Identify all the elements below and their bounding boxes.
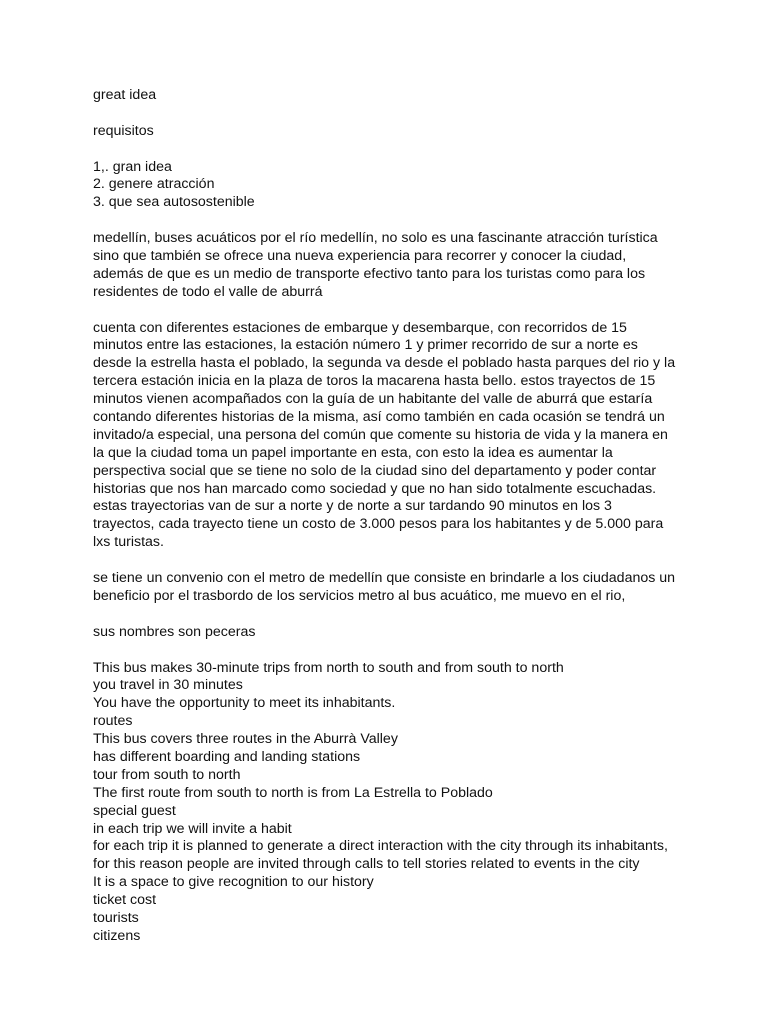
paragraph-line: sino que también se ofrece una nueva experiencia para recorrer y conocer la ciudad, bbox=[93, 248, 627, 265]
note-line: has different boarding and landing stations bbox=[93, 748, 361, 765]
paragraph-metro-agreement bbox=[93, 570, 693, 606]
note-line: tour from south to north bbox=[93, 766, 241, 783]
paragraph-names: sus nombres son peceras bbox=[93, 623, 256, 640]
note-line: in each trip we will invite a habit bbox=[93, 820, 292, 837]
paragraph-line: la que la ciudad toma un papel importante en esta, con esto la idea es aumentar la bbox=[93, 444, 613, 461]
paragraph-line: invitado/a especial, una persona del común que comente su historia de vida y la manera en bbox=[93, 426, 668, 443]
paragraph-line: cuenta con diferentes estaciones de embarque y desembarque, con recorridos de 15 bbox=[93, 319, 627, 336]
note-line: citizens bbox=[93, 927, 141, 944]
english-notes bbox=[93, 660, 693, 946]
paragraph-line: se tiene un convenio con el metro de medellín que consiste en brindarle a los ciudadanos un bbox=[93, 570, 676, 587]
note-line: you travel in 30 minutes bbox=[93, 677, 243, 694]
paragraph-line: beneficio por el trasbordo de los servicios metro al bus acuático, me muevo en el rio, bbox=[93, 587, 626, 604]
paragraph-line: contando diferentes historias de la misma, así como también en cada ocasión se tendrá un bbox=[93, 409, 665, 426]
paragraph-line: residentes de todo el valle de aburrá bbox=[93, 283, 323, 300]
paragraph-line: lxs turistas. bbox=[93, 534, 164, 551]
note-line: special guest bbox=[93, 802, 176, 819]
requirements-heading: requisitos bbox=[93, 122, 154, 139]
requirement-item: 3. que sea autosostenible bbox=[93, 194, 255, 211]
note-line: tourists bbox=[93, 909, 139, 926]
document-title: great idea bbox=[93, 87, 157, 103]
note-line: You have the opportunity to meet its inhabitants. bbox=[93, 695, 396, 712]
note-line: for this reason people are invited through calls to tell stories related to events in the city bbox=[93, 856, 640, 873]
note-line: ticket cost bbox=[93, 892, 157, 909]
document-page bbox=[93, 87, 693, 946]
paragraph-line: medellín, buses acuáticos por el río medellín, no solo es una fascinante atracción turística bbox=[93, 230, 658, 247]
paragraph-stations bbox=[93, 320, 693, 553]
note-line: routes bbox=[93, 713, 133, 730]
paragraph-line: tercera estación inicia en la plaza de toros la macarena hasta bello. estos trayectos de 15 bbox=[93, 373, 656, 390]
paragraph-line: además de que es un medio de transporte efectivo tanto para los turistas como para los bbox=[93, 265, 646, 282]
note-line: This bus covers three routes in the Aburrà Valley bbox=[93, 731, 398, 748]
paragraph-line: perspectiva social que se tiene no solo de la ciudad sino del departamento y poder contar bbox=[93, 462, 657, 479]
paragraph-line: trayectos, cada trayecto tiene un costo de 3.000 pesos para los habitantes y de 5.000 para bbox=[93, 516, 664, 533]
note-line: The first route from south to north is from La Estrella to Poblado bbox=[93, 784, 493, 801]
paragraph-line: estas trayectorias van de sur a norte y de norte a sur tardando 90 minutos en los 3 bbox=[93, 498, 612, 515]
requirements-list bbox=[93, 159, 693, 213]
note-line: This bus makes 30-minute trips from north to south and from south to north bbox=[93, 659, 564, 676]
paragraph-line: minutos vienen acompañados con la guía de un habitante del valle de aburrá que estaría bbox=[93, 391, 653, 408]
paragraph-line: desde la estrella hasta el poblado, la segunda va desde el poblado hasta parques del rio y la bbox=[93, 355, 676, 372]
note-line: It is a space to give recognition to our history bbox=[93, 874, 374, 891]
paragraph-intro bbox=[93, 230, 693, 302]
paragraph-line: historias que nos han marcado como sociedad y que no han sido totalmente escuchadas. bbox=[93, 480, 657, 497]
requirement-item: 2. genere atracción bbox=[93, 176, 215, 193]
requirement-item: 1,. gran idea bbox=[93, 158, 172, 175]
note-line: for each trip it is planned to generate a direct interaction with the city through its inhabitants, bbox=[93, 838, 668, 855]
paragraph-line: minutos entre las estaciones, la estación número 1 y primer recorrido de sur a norte es bbox=[93, 337, 638, 354]
